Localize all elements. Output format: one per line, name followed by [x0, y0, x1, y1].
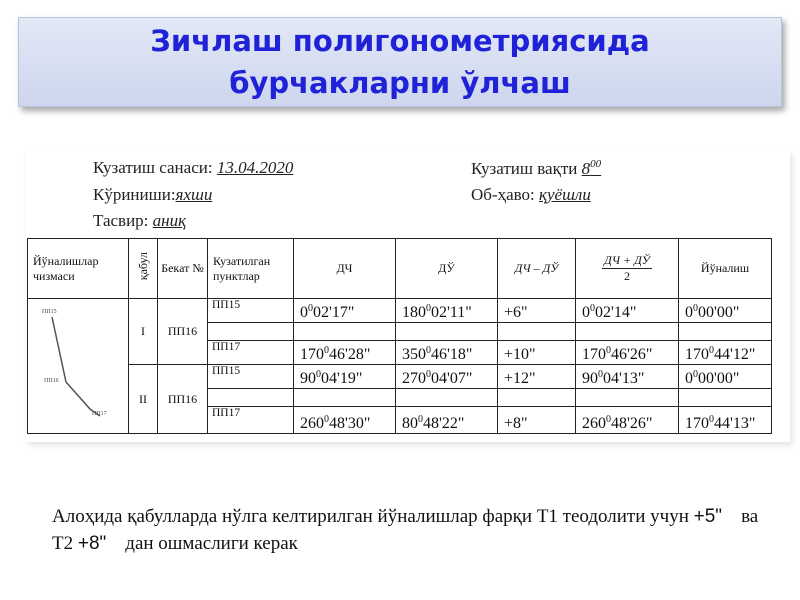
avg-cell: $170^046'26$"	[576, 341, 679, 365]
note-value-t1: +5"	[693, 506, 723, 527]
meta-weather	[471, 185, 591, 205]
header-dl: ДЧ	[294, 239, 396, 299]
header-diff: ДЧ – ДЎ	[498, 239, 576, 299]
sketch-label-2: ПП16	[44, 378, 59, 384]
title-line-2: бурчакларни ўлчаш	[229, 66, 571, 100]
header-reception: қабул	[129, 239, 158, 299]
meta-visibility	[93, 185, 212, 205]
point-cell: ПП17	[208, 407, 294, 434]
dl-cell: $90^004'19$"	[294, 365, 396, 389]
note-part-1: Алоҳида қабулларда нўлга келтирилган йўналишлар фарқи Т1 теодолити учун	[52, 506, 689, 527]
date-value: 13.04.2020	[216, 158, 294, 177]
header-direction: Йўналиш	[679, 239, 772, 299]
diff-cell: +8"	[498, 407, 576, 434]
dl-cell: $260^048'30$"	[294, 407, 396, 434]
note-part-3: дан ошмаслиги керак	[125, 533, 298, 554]
header-sketch: Йўналишлар чизмаси	[28, 239, 129, 299]
header-average: $\frac{ДЧ + ДЎ}{2}$	[576, 239, 679, 299]
header-observed: Кузатилган пунктлар	[208, 239, 294, 299]
dr-cell: $350^046'18$"	[396, 341, 498, 365]
visibility-label: Кўриниши:	[93, 185, 176, 204]
image-label: Тасвир:	[93, 211, 149, 230]
weather-label: Об-ҳаво:	[471, 185, 535, 204]
point-cell: ПП15	[208, 365, 294, 389]
station-2: ПП16	[158, 365, 208, 434]
visibility-value: яхши	[175, 185, 213, 204]
sketch-label-3: ПП17	[92, 411, 107, 417]
title-line-1: Зичлаш полигонометриясида	[150, 24, 650, 58]
observation-table	[27, 238, 772, 434]
direction-cell: $170^044'13$"	[679, 407, 772, 434]
table-row	[28, 299, 772, 323]
time-label: Кузатиш вақти	[471, 159, 578, 178]
table-row	[28, 365, 772, 389]
note-part-2: ва Т2	[52, 506, 759, 554]
reception-2: II	[129, 365, 158, 434]
avg-cell: $90^004'13$"	[576, 365, 679, 389]
diff-cell: +10"	[498, 341, 576, 365]
tolerance-note	[52, 503, 772, 557]
reception-1: I	[129, 299, 158, 365]
dr-cell: $80^048'22$"	[396, 407, 498, 434]
meta-date	[93, 158, 293, 178]
point-cell: ПП17	[208, 341, 294, 365]
direction-sketch	[28, 299, 129, 434]
dl-cell: $0^002'17$"	[294, 299, 396, 323]
header-dr: ДЎ	[396, 239, 498, 299]
diff-cell: +6"	[498, 299, 576, 323]
dr-cell: $180^002'11$"	[396, 299, 498, 323]
diff-cell: +12"	[498, 365, 576, 389]
avg-cell: $260^048'26$"	[576, 407, 679, 434]
weather-value: қуёшли	[539, 185, 591, 204]
dl-cell: $170^046'28$"	[294, 341, 396, 365]
point-cell: ПП15	[208, 299, 294, 323]
station-1: ПП16	[158, 299, 208, 365]
meta-image	[93, 211, 186, 231]
time-value: $8^{00}$	[581, 158, 602, 178]
date-label: Кузатиш санаси:	[93, 158, 213, 177]
direction-cell: $0^000'00$"	[679, 365, 772, 389]
sketch-label-1: ПП15	[42, 309, 57, 315]
title-banner	[18, 17, 782, 107]
dr-cell: $270^004'07$"	[396, 365, 498, 389]
direction-cell: $0^000'00$"	[679, 299, 772, 323]
meta-time	[471, 158, 601, 179]
sketch-lines	[28, 299, 129, 433]
direction-cell: $170^044'12$"	[679, 341, 772, 365]
table-header-row	[28, 239, 772, 299]
header-station: Бекат №	[158, 239, 208, 299]
note-value-t2: +8"	[77, 533, 107, 554]
avg-cell: $0^002'14$"	[576, 299, 679, 323]
image-value: аниқ	[152, 211, 187, 230]
